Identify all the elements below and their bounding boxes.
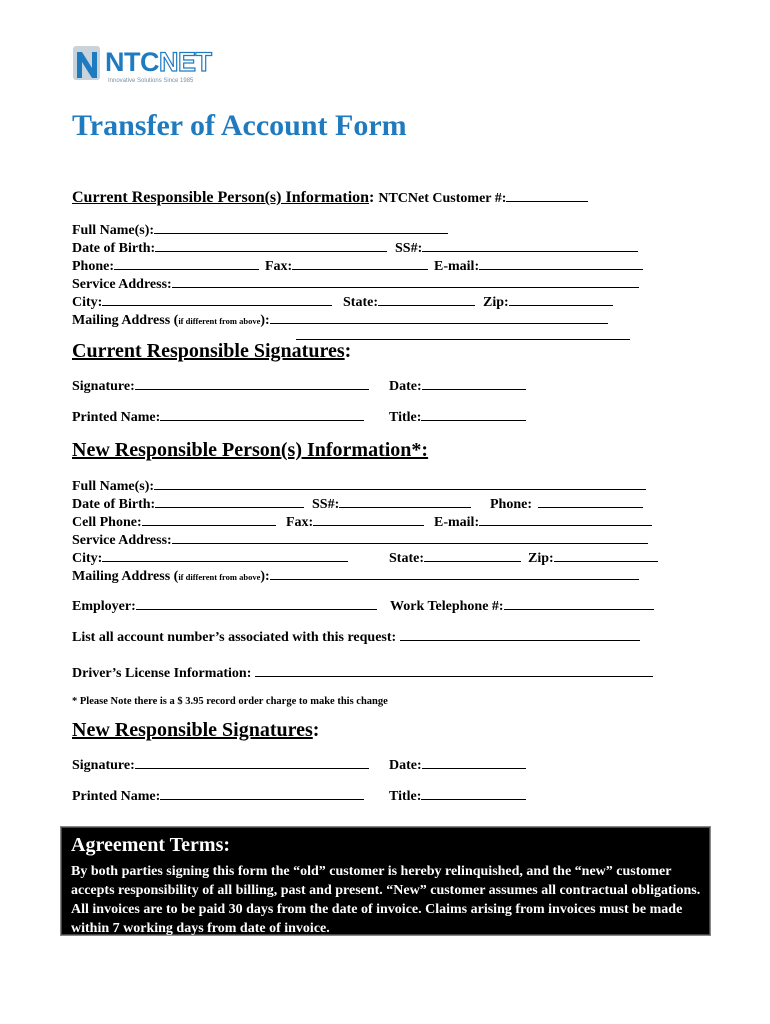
- current-full-name-field[interactable]: [154, 220, 448, 234]
- service-address-label: Service Address:: [72, 277, 172, 292]
- fax-label: Fax:: [265, 259, 293, 274]
- current-fax-field[interactable]: [292, 256, 428, 270]
- ntcnet-logo: [72, 44, 212, 92]
- service-address-label: Service Address:: [72, 533, 172, 548]
- dob-label: Date of Birth:: [72, 241, 156, 256]
- current-date-field[interactable]: [422, 376, 526, 390]
- new-service-address-field[interactable]: [172, 530, 648, 544]
- signature-label: Signature:: [72, 379, 135, 394]
- current-printed-name-field[interactable]: [160, 407, 364, 421]
- current-email-field[interactable]: [479, 256, 643, 270]
- new-email-field[interactable]: [479, 512, 652, 526]
- mailing-label: Mailing Address (: [72, 313, 179, 328]
- mailing-label: Mailing Address (: [72, 569, 179, 584]
- employer-label: Employer:: [72, 599, 136, 614]
- logo-net: NET: [159, 47, 212, 77]
- agreement-body: By both parties signing this form the “old” customer is hereby relinquished, and the “new” customer accepts responsibility of all billing, past and present. “New” customer assumes all contractual obligations. All invoices are to be paid 30 days from the date of invoice. Claims arising from invoices must be made within 7 working days from date of invoice.: [71, 864, 701, 936]
- current-signature-field[interactable]: [135, 376, 369, 390]
- full-name-label: Full Name(s):: [72, 223, 155, 238]
- cell-phone-label: Cell Phone:: [72, 515, 142, 530]
- current-signatures-heading-text: Current Responsible Signatures: [72, 340, 345, 362]
- new-phone-field[interactable]: [538, 494, 643, 508]
- new-date-field[interactable]: [422, 755, 526, 769]
- current-ss-field[interactable]: [422, 238, 638, 252]
- mailing-note: if different from above: [178, 572, 261, 582]
- current-zip-field[interactable]: [509, 292, 613, 306]
- phone-label: Phone:: [490, 497, 532, 512]
- new-printed-name-field[interactable]: [160, 786, 364, 800]
- ss-label: SS#:: [312, 497, 340, 512]
- title-label: Title:: [389, 789, 422, 804]
- current-info-heading: Current Responsible Person(s) Information: NTCNet Customer #:: [72, 184, 588, 211]
- new-cell-phone-field[interactable]: [142, 512, 276, 526]
- license-label: Driver’s License Information:: [72, 666, 252, 681]
- license-field[interactable]: [255, 663, 653, 677]
- accounts-label: List all account number’s associated with this request:: [72, 630, 397, 645]
- new-signatures-heading-text: New Responsible Signatures: [72, 719, 313, 741]
- mailing-close: ):: [260, 313, 270, 328]
- new-signatures-heading: New Responsible Signatures:: [72, 719, 320, 741]
- work-phone-label: Work Telephone #:: [390, 599, 504, 614]
- new-full-name-field[interactable]: [154, 476, 646, 490]
- signature-label: Signature:: [72, 758, 135, 773]
- work-phone-field[interactable]: [504, 596, 654, 610]
- new-info-heading-text: New Responsible Person(s) Information*:: [72, 439, 429, 461]
- date-label: Date:: [389, 758, 422, 773]
- mailing-note: if different from above: [178, 316, 261, 326]
- city-label: City:: [72, 551, 103, 566]
- city-label: City:: [72, 295, 103, 310]
- state-label: State:: [343, 295, 378, 310]
- current-state-field[interactable]: [378, 292, 475, 306]
- date-label: Date:: [389, 379, 422, 394]
- new-mailing-field[interactable]: [270, 566, 639, 580]
- agreement-terms-box: [61, 827, 710, 935]
- fax-label: Fax:: [286, 515, 314, 530]
- current-phone-field[interactable]: [114, 256, 259, 270]
- new-state-field[interactable]: [424, 548, 521, 562]
- dob-label: Date of Birth:: [72, 497, 156, 512]
- state-label: State:: [389, 551, 424, 566]
- logo-ntc: NTC: [105, 47, 159, 77]
- current-city-field[interactable]: [102, 292, 332, 306]
- ntcnet-logo-icon: [72, 44, 102, 84]
- email-label: E-mail:: [434, 515, 480, 530]
- ss-label: SS#:: [395, 241, 423, 256]
- current-title-field[interactable]: [421, 407, 526, 421]
- logo-tagline: Innovative Solutions Since 1985: [108, 78, 194, 84]
- zip-label: Zip:: [483, 295, 509, 310]
- zip-label: Zip:: [528, 551, 554, 566]
- printed-name-label: Printed Name:: [72, 410, 161, 425]
- logo-wordmark: [105, 47, 212, 77]
- current-service-address-field[interactable]: [172, 274, 639, 288]
- form-title: Transfer of Account Form: [72, 109, 407, 142]
- new-city-field[interactable]: [102, 548, 348, 562]
- accounts-field[interactable]: [400, 627, 640, 641]
- new-title-field[interactable]: [421, 786, 526, 800]
- employer-field[interactable]: [136, 596, 377, 610]
- new-info-heading: [72, 438, 428, 462]
- new-ss-field[interactable]: [339, 494, 471, 508]
- customer-number-label: NTCNet Customer #:: [378, 191, 507, 206]
- fee-note: * Please Note there is a $ 3.95 record order charge to make this change: [72, 696, 388, 707]
- new-fax-field[interactable]: [313, 512, 424, 526]
- printed-name-label: Printed Name:: [72, 789, 161, 804]
- current-signatures-heading: Current Responsible Signatures:: [72, 340, 352, 362]
- phone-label: Phone:: [72, 259, 114, 274]
- mailing-close: ):: [260, 569, 270, 584]
- new-dob-field[interactable]: [155, 494, 304, 508]
- current-mailing-field-2[interactable]: [296, 326, 630, 340]
- new-signature-field[interactable]: [135, 755, 369, 769]
- agreement-heading: Agreement Terms:: [71, 834, 231, 856]
- email-label: E-mail:: [434, 259, 480, 274]
- current-mailing-field[interactable]: [270, 310, 608, 324]
- full-name-label: Full Name(s):: [72, 479, 155, 494]
- customer-number-field[interactable]: [506, 188, 588, 202]
- current-info-heading-text: Current Responsible Person(s) Information: [72, 189, 370, 206]
- title-label: Title:: [389, 410, 422, 425]
- current-dob-field[interactable]: [155, 238, 387, 252]
- new-zip-field[interactable]: [554, 548, 658, 562]
